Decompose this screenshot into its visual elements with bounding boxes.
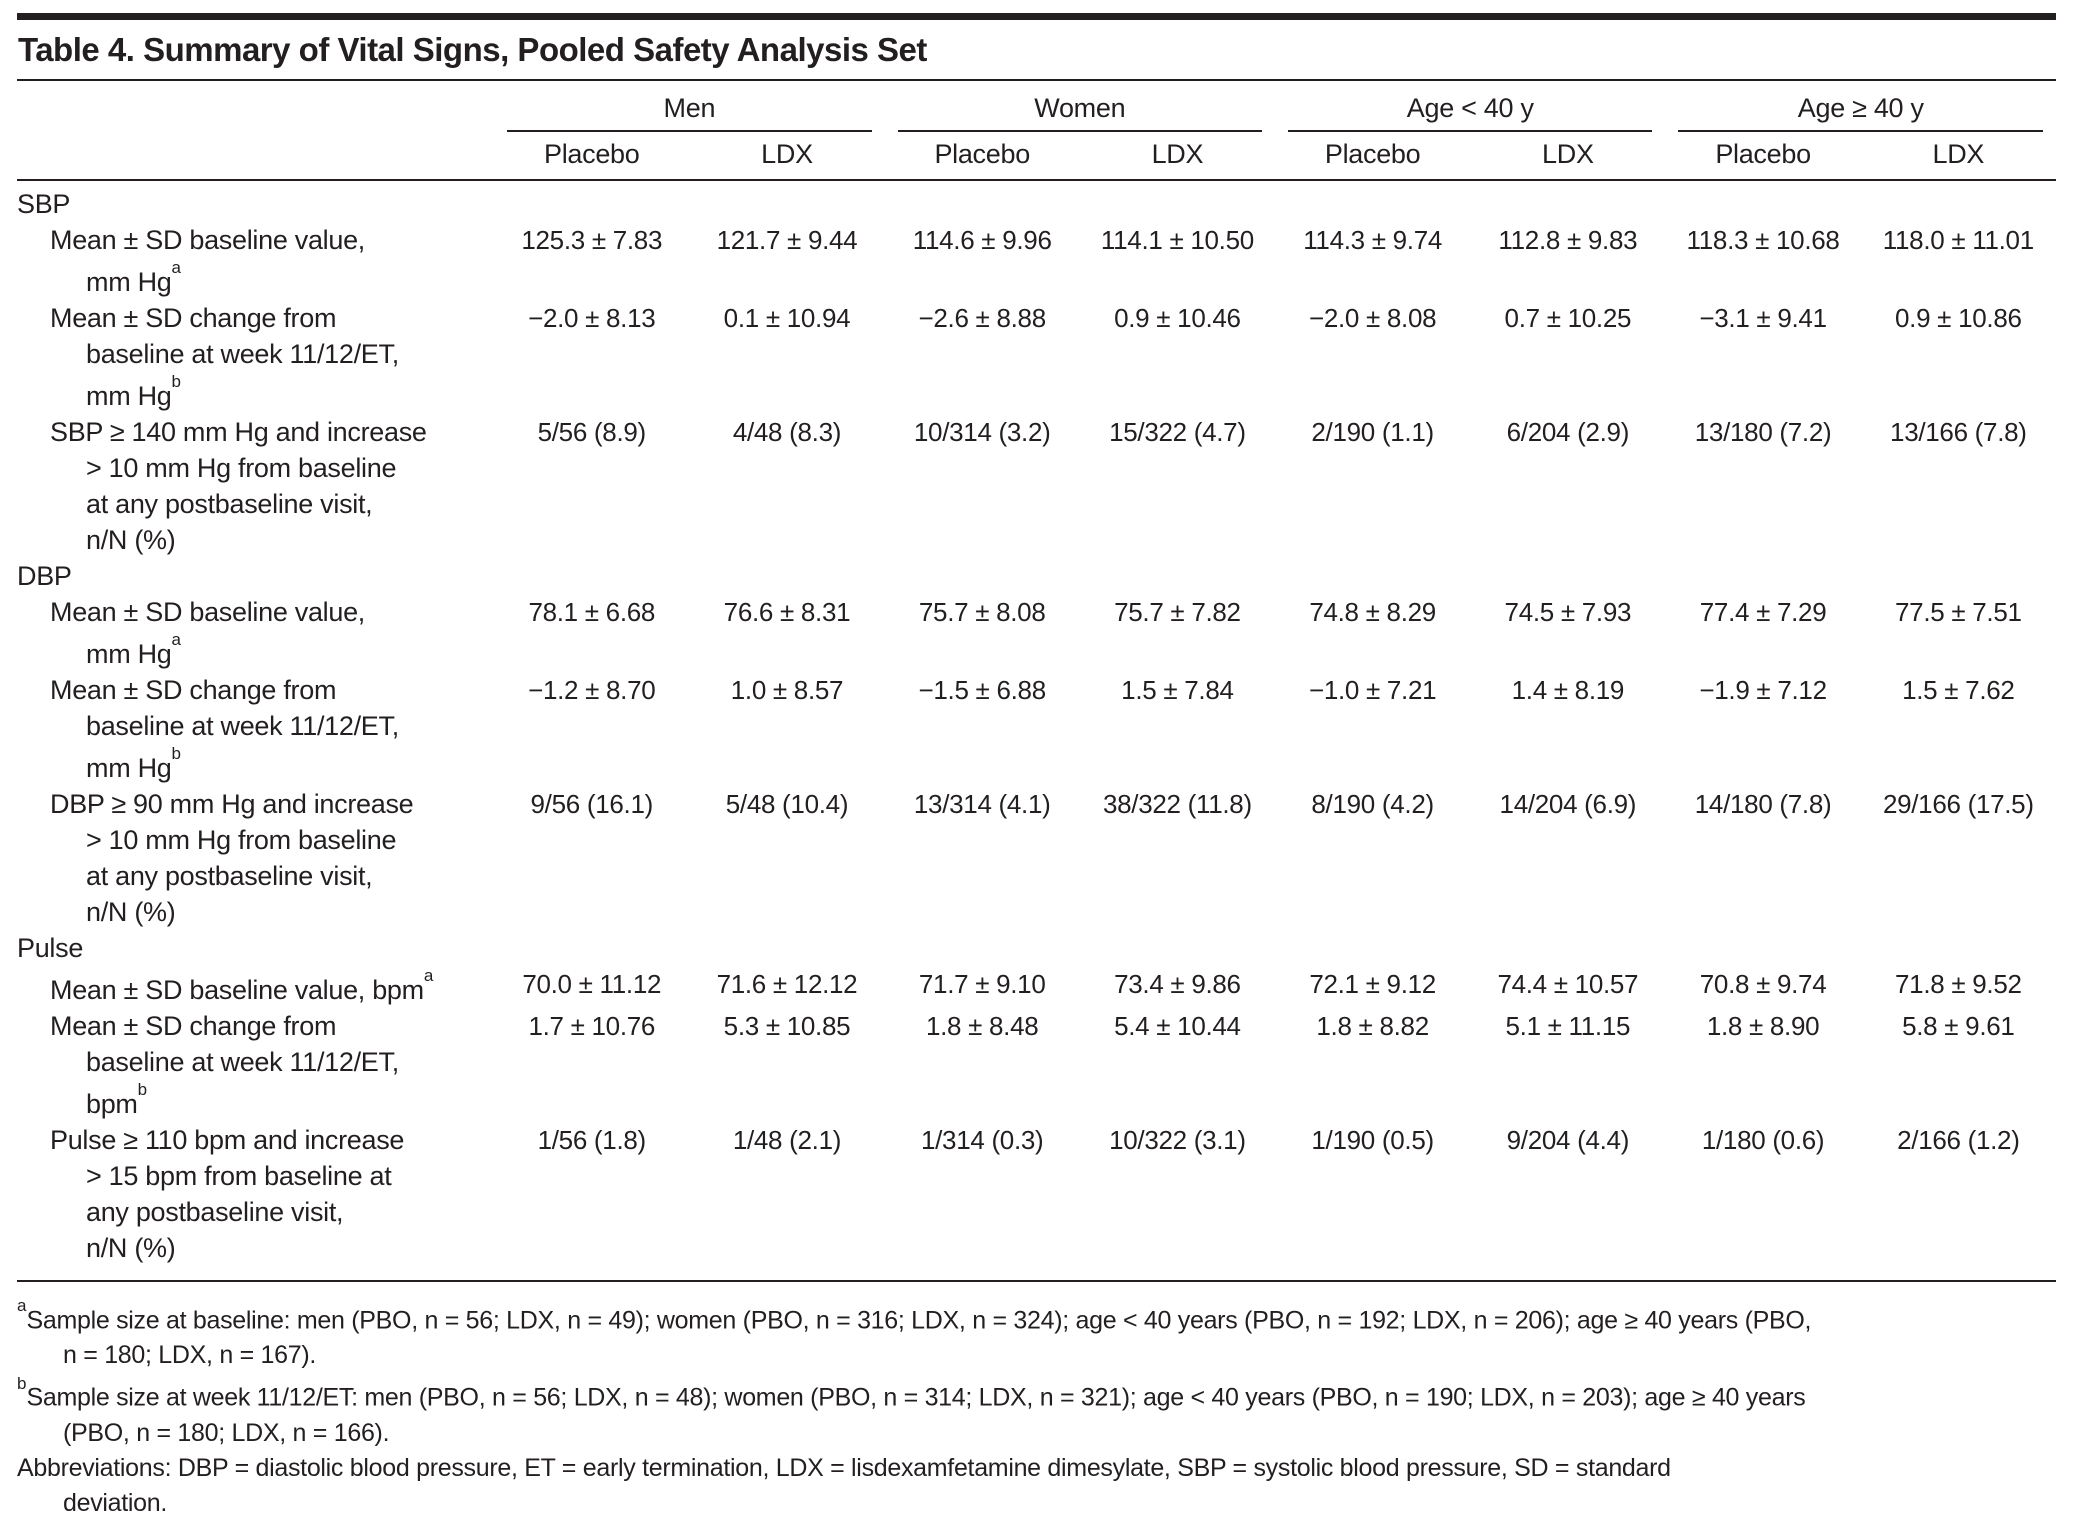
row-label-line: bpm$^b$ [86, 1080, 148, 1119]
row-label-line: any postbaseline visit, [86, 1197, 344, 1227]
column-subheader: Placebo [1665, 132, 1860, 180]
data-cell: 10/314 (3.2) [913, 417, 1051, 447]
section-row-dbp [17, 558, 2056, 594]
row-label-line: Mean ± SD change from [50, 303, 337, 333]
data-cell: 13/180 (7.2) [1694, 417, 1832, 447]
data-cell: 121.7 ± 9.44 [716, 225, 858, 255]
row-label [17, 594, 494, 672]
column-subheader: LDX [1080, 132, 1275, 180]
column-group-label: Men [507, 93, 871, 132]
column-subheader: Placebo [494, 132, 689, 180]
data-cell: 6/204 (2.9) [1506, 417, 1630, 447]
footnote-line: (PBO, n = 180; LDX, n = 166). [63, 1418, 390, 1447]
column-group-age-ge40 [1665, 81, 2056, 132]
data-cell: 73.4 ± 9.86 [1114, 969, 1241, 999]
section-header: DBP [17, 561, 72, 591]
row-label-line: mm Hg$^a$ [86, 630, 181, 669]
vital-signs-table [17, 81, 2056, 1282]
row-label-line: baseline at week 11/12/ET, [86, 711, 399, 741]
table-row [17, 222, 2056, 300]
column-subheader: Placebo [1275, 132, 1470, 180]
data-cell: 70.8 ± 9.74 [1699, 969, 1827, 999]
column-subheader-row [17, 132, 2056, 180]
data-cell: 13/166 (7.8) [1890, 417, 2027, 447]
data-cell: 0.7 ± 10.25 [1504, 303, 1632, 333]
data-cell: 1/180 (0.6) [1701, 1125, 1825, 1155]
data-cell: 29/166 (17.5) [1882, 789, 2034, 819]
data-cell: 114.3 ± 9.74 [1303, 225, 1443, 255]
row-label-line: > 10 mm Hg from baseline [86, 453, 397, 483]
data-cell: 5.1 ± 11.15 [1505, 1011, 1631, 1041]
footnote-b [17, 1373, 2056, 1450]
data-cell: 1.8 ± 8.90 [1706, 1011, 1820, 1041]
data-cell: −2.0 ± 8.13 [528, 303, 656, 333]
footnote-marker-b: b [137, 1080, 148, 1100]
data-cell: 78.1 ± 6.68 [528, 597, 656, 627]
footnote-marker-a: a [423, 966, 434, 986]
data-cell: 112.8 ± 9.83 [1498, 225, 1638, 255]
data-cell: −1.0 ± 7.21 [1308, 675, 1437, 705]
column-group-label: Women [898, 93, 1262, 132]
column-group-men [494, 81, 884, 132]
row-label-line: SBP ≥ 140 mm Hg and increase [50, 417, 427, 447]
row-label [17, 414, 494, 558]
section-row-sbp [17, 180, 2056, 222]
data-cell: 76.6 ± 8.31 [723, 597, 851, 627]
data-cell: 114.6 ± 9.96 [912, 225, 1052, 255]
row-label-line: Mean ± SD change from [50, 1011, 337, 1041]
data-cell: 1.8 ± 8.48 [925, 1011, 1039, 1041]
table-row [17, 594, 2056, 672]
data-cell: 5.8 ± 9.61 [1902, 1011, 2015, 1041]
header-stub [17, 132, 494, 180]
row-label-line: n/N (%) [86, 897, 176, 927]
data-cell: 2/190 (1.1) [1311, 417, 1434, 447]
data-cell: 71.7 ± 9.10 [918, 969, 1046, 999]
table-row [17, 414, 2056, 558]
row-label [17, 966, 494, 1008]
top-rule [17, 13, 2056, 20]
column-subheader: Placebo [885, 132, 1080, 180]
column-group-row [17, 81, 2056, 132]
row-label-line: baseline at week 11/12/ET, [86, 1047, 399, 1077]
data-cell: 75.7 ± 7.82 [1114, 597, 1241, 627]
table-row [17, 1008, 2056, 1122]
table-title: Table 4. Summary of Vital Signs, Pooled Safety Analysis Set [17, 20, 2056, 81]
data-cell: 5.3 ± 10.85 [723, 1011, 851, 1041]
data-cell: 114.1 ± 10.50 [1100, 225, 1254, 255]
section-header: SBP [17, 189, 71, 219]
data-cell: 71.6 ± 12.12 [716, 969, 858, 999]
data-cell: 9/204 (4.4) [1506, 1125, 1630, 1155]
row-label [17, 300, 494, 414]
data-cell: 1.5 ± 7.84 [1121, 675, 1234, 705]
footnote-line: n = 180; LDX, n = 167). [63, 1341, 317, 1370]
data-cell: 0.9 ± 10.46 [1114, 303, 1241, 333]
row-label-line: mm Hg$^b$ [86, 744, 181, 783]
column-subheader: LDX [689, 132, 884, 180]
data-cell: 74.5 ± 7.93 [1504, 597, 1632, 627]
data-cell: −1.9 ± 7.12 [1699, 675, 1827, 705]
footnote-marker-b: b [171, 744, 181, 764]
table-row [17, 300, 2056, 414]
row-label [17, 1008, 494, 1122]
data-cell: 0.1 ± 10.94 [723, 303, 851, 333]
footnote-marker-b: b [17, 1373, 27, 1393]
data-cell: 1.0 ± 8.57 [730, 675, 844, 705]
data-cell: 5/56 (8.9) [537, 417, 646, 447]
data-cell: −3.1 ± 9.41 [1699, 303, 1827, 333]
column-subheader: LDX [1861, 132, 2056, 180]
data-cell: 5/48 (10.4) [725, 789, 849, 819]
data-cell: −1.5 ± 6.88 [918, 675, 1046, 705]
table-row [17, 1122, 2056, 1281]
data-cell: 118.3 ± 10.68 [1686, 225, 1840, 255]
data-cell: −1.2 ± 8.70 [528, 675, 656, 705]
data-cell: −2.0 ± 8.08 [1308, 303, 1437, 333]
data-cell: 1/190 (0.5) [1311, 1125, 1434, 1155]
data-cell: 14/180 (7.8) [1694, 789, 1832, 819]
header-stub [17, 81, 494, 132]
data-cell: 1.4 ± 8.19 [1511, 675, 1625, 705]
row-label-line: n/N (%) [86, 1233, 176, 1263]
row-label-line: at any postbaseline visit, [86, 861, 373, 891]
footnote-line: deviation. [63, 1488, 168, 1517]
data-cell: 1/314 (0.3) [920, 1125, 1044, 1155]
row-label [17, 672, 494, 786]
row-label-line: DBP ≥ 90 mm Hg and increase [50, 789, 414, 819]
data-cell: 1.5 ± 7.62 [1902, 675, 2015, 705]
footnote-marker-a: a [17, 1296, 27, 1316]
column-group-women [885, 81, 1275, 132]
data-cell: 4/48 (8.3) [732, 417, 842, 447]
data-cell: 77.5 ± 7.51 [1895, 597, 2022, 627]
row-label-line: > 10 mm Hg from baseline [86, 825, 397, 855]
data-cell: 0.9 ± 10.86 [1895, 303, 2022, 333]
data-cell: 2/166 (1.2) [1897, 1125, 2020, 1155]
abbreviations-note [17, 1451, 2056, 1521]
section-row-pulse [17, 930, 2056, 966]
data-cell: 1.7 ± 10.76 [528, 1011, 656, 1041]
data-cell: 38/322 (11.8) [1102, 789, 1252, 819]
table-body [17, 180, 2056, 1281]
row-label [17, 1122, 494, 1281]
footnote-line: $^a$Sample size at baseline: men (PBO, n = 56; LDX, n = 49); women (PBO, n = 316; LDX, n = 324); age < 40 years (PBO, n = 192; LDX, n = 206); age ≥ 40 years (PBO, [17, 1296, 1812, 1335]
row-label-line: Mean ± SD baseline value, bpm$^a$ [50, 966, 434, 1005]
footnote-line: Abbreviations: DBP = diastolic blood pressure, ET = early termination, LDX = lisdexamfetamine dimesylate, SBP = systolic blood pressure, SD = standard [17, 1453, 1671, 1482]
row-label-line: Pulse ≥ 110 bpm and increase [50, 1125, 405, 1155]
row-label-line: Mean ± SD change from [50, 675, 337, 705]
column-group-label: Age ≥ 40 y [1678, 93, 2043, 132]
data-cell: 10/322 (3.1) [1109, 1125, 1246, 1155]
row-label-line: Mean ± SD baseline value, [50, 225, 365, 255]
data-cell: 1/56 (1.8) [537, 1125, 646, 1155]
data-cell: 70.0 ± 11.12 [522, 969, 662, 999]
table-row [17, 672, 2056, 786]
row-label [17, 222, 494, 300]
data-cell: 71.8 ± 9.52 [1895, 969, 2022, 999]
table-row [17, 966, 2056, 1008]
footnote-marker-a: a [171, 630, 181, 650]
row-label-line: n/N (%) [86, 525, 176, 555]
table-row [17, 786, 2056, 930]
data-cell: 14/204 (6.9) [1499, 789, 1637, 819]
section-header: Pulse [17, 933, 84, 963]
data-cell: 77.4 ± 7.29 [1699, 597, 1827, 627]
data-cell: 75.7 ± 8.08 [918, 597, 1046, 627]
data-cell: 74.4 ± 10.57 [1497, 969, 1639, 999]
data-cell: 118.0 ± 11.01 [1882, 225, 2034, 255]
data-cell: 15/322 (4.7) [1109, 417, 1246, 447]
data-cell: 5.4 ± 10.44 [1114, 1011, 1241, 1041]
data-cell: −2.6 ± 8.88 [918, 303, 1046, 333]
row-label-line: mm Hg$^a$ [86, 258, 181, 297]
row-label-line: baseline at week 11/12/ET, [86, 339, 399, 369]
footnote-line: $^b$Sample size at week 11/12/ET: men (PBO, n = 56; LDX, n = 48); women (PBO, n = 314; LDX, n = 321); age < 40 years (PBO, n = 190; LDX, n = 203); age ≥ 40 years [17, 1373, 1806, 1412]
data-cell: 13/314 (4.1) [913, 789, 1051, 819]
data-cell: 72.1 ± 9.12 [1309, 969, 1436, 999]
data-cell: 125.3 ± 7.83 [521, 225, 663, 255]
table-header [17, 81, 2056, 180]
data-cell: 1.8 ± 8.82 [1316, 1011, 1429, 1041]
data-cell: 8/190 (4.2) [1311, 789, 1434, 819]
row-label-line: mm Hg$^b$ [86, 372, 181, 411]
row-label-line: at any postbaseline visit, [86, 489, 373, 519]
data-cell: 9/56 (16.1) [530, 789, 653, 819]
data-cell: 1/48 (2.1) [732, 1125, 842, 1155]
footnote-marker-b: b [171, 372, 181, 392]
footnote-a [17, 1296, 2056, 1373]
row-label-line: Mean ± SD baseline value, [50, 597, 365, 627]
row-label [17, 786, 494, 930]
data-cell: 74.8 ± 8.29 [1309, 597, 1436, 627]
column-subheader: LDX [1470, 132, 1665, 180]
column-group-age-lt40 [1275, 81, 1665, 132]
footnote-marker-a: a [171, 258, 181, 278]
column-group-label: Age < 40 y [1288, 93, 1652, 132]
row-label-line: > 15 bpm from baseline at [86, 1161, 392, 1191]
footnotes [17, 1282, 2056, 1521]
